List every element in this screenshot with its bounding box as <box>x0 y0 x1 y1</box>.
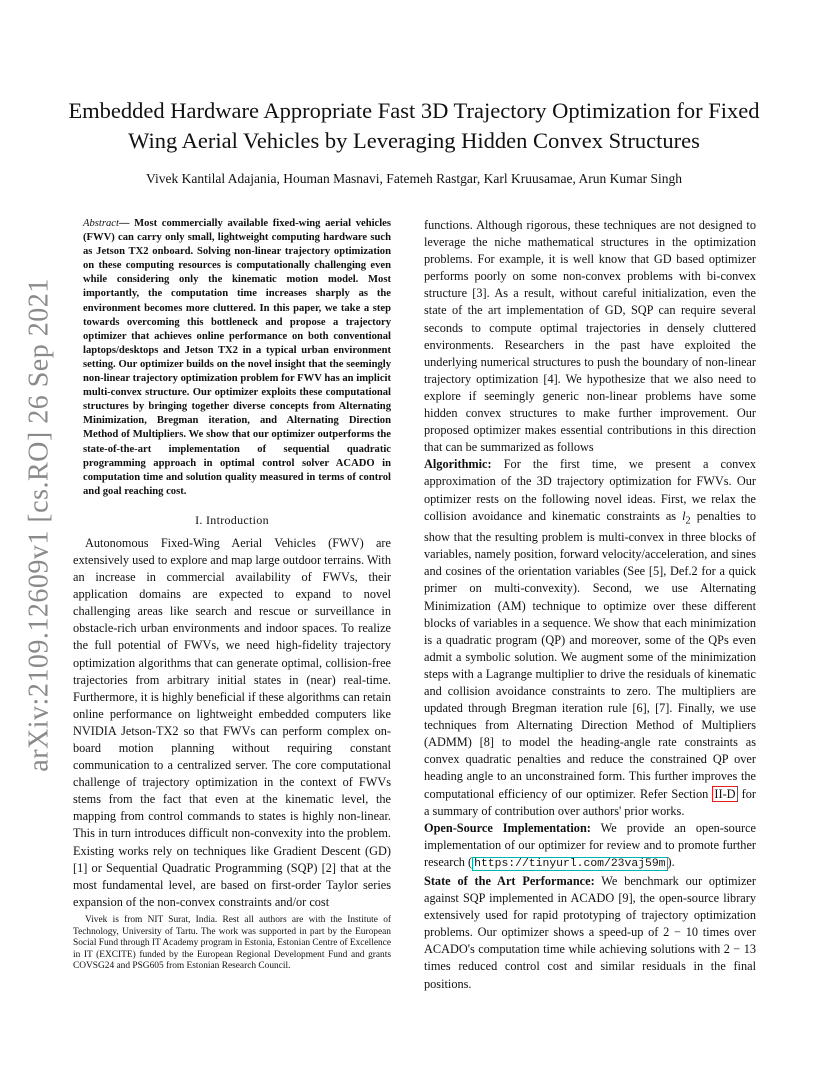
section-reference-link[interactable]: II-D <box>714 786 736 801</box>
contribution-performance <box>424 873 756 993</box>
algorithmic-run-in-heading: Algorithmic: <box>424 457 492 472</box>
introduction-paragraph: Autonomous Fixed-Wing Aerial Vehicles (FWV) are extensively used to explore and map large outdoor terrains. With an increase in commercial availability of FWVs, their application domains are expected to expand to novel challenging areas like search and rescue or surveillance in obstacle-rich urban environments and indoor spaces. To realize the full potential of FWVs, we need high-fidelity trajectory optimization algorithms that can generate optimal, collision-free trajectories from arbitrary initial states in (near) real-time. Furthermore, it is highly beneficial if these algorithms can retain online performance on lightweight embedded computers like NVIDIA Jetson-TX2 so that FWVs can perform complex on-board motion planning without requiring constant communication to a centralized server. The core computational challenge of trajectory optimization in the context of FWVs stems from the fact that even at the kinematic level, the mapping from control commands to states is highly non-linear. This in turn introduces difficult non-convexity into the problem. Existing works rely on techniques like Gradient Descent (GD) [1] or Sequential Quadratic Programming (SQP) [2] that at the most fundamental level, are based on first-order Taylor series expansion of the non-convex constraints and/or cost <box>73 535 392 909</box>
intro-continuation-paragraph: functions. Although rigorous, these techniques are not designed to leverage the niche mathematical structures in the optimization problems. For example, it is well know that GD based optimizer performs poorly on some non-convex problems with bi-convex structure [3]. As a result, without careful initialization, even the state of the art implementation of GD, SQP can require several seconds to compute optimal trajectories in densely cluttered environments. Researchers in the past have exploited the underlying numerical structures to push the boundary of non-linear trajectory optimization [4]. We hypothesize that we also need to explore if seemingly generic non-linear problems have some hidden convex structures to make further improvement. Our proposed optimizer makes essential contributions in this direction that can be summarized as follows <box>424 218 756 455</box>
performance-run-in-heading: State of the Art Performance: <box>424 874 595 889</box>
abstract-label: Abstract <box>83 218 119 229</box>
section-heading-introduction: I. Introduction <box>195 512 269 527</box>
contribution-open-source <box>424 820 756 873</box>
open-source-text: We provide an open-source implementation of our optimizer for review and to promote further research ( <box>424 820 756 869</box>
performance-text: We benchmark our optimizer against SQP implemented in ACADO [9], the open-source library extensively used for rapid prototyping of trajectory optimization problems. Our optimizer shows a speed-up of 2 − 10 times over ACADO's computation time while achieving solutions with 2 − 13 times reduced control cost and similar residuals in the final positions. <box>424 874 756 991</box>
left-column <box>73 217 391 911</box>
author-affiliation-footnote: Vivek is from NIT Surat, India. Rest all authors are with the Institute of Technology, University of Tartu. The work was supported in part by the European Social Fund through IT Academy program in Estonia, Estonian Centre of Excellence in IT (EXCITE) funded by the European Regional Development Fund and grants COVSG24 and PSG605 from Estonian Research Council. <box>73 915 391 972</box>
repository-url-link[interactable]: https://tinyurl.com/23vaj59m <box>474 857 666 870</box>
paper-title: Embedded Hardware Appropriate Fast 3D Trajectory Optimization for Fixed Wing Aerial Vehicles by Leveraging Hidden Convex Structures <box>68 98 760 153</box>
l2-subscript: 2 <box>685 515 691 527</box>
algorithmic-text-a: For the first time, we present a convex approximation of the 3D trajectory optimization for FWVs. Our optimizer rests on the following novel ideas. First, we relax the collision avoidance and kinematic constraints as <box>424 457 756 523</box>
arxiv-identifier-stamp <box>20 278 60 772</box>
algorithmic-text-c: for a summary of contribution over authors' prior works. <box>424 786 756 818</box>
author-list: Vivek Kantilal Adajania, Houman Masnavi, Fatemeh Rastgar, Karl Kruusamae, Arun Kumar Singh <box>146 171 682 186</box>
abstract-text: — Most commercially available fixed-wing aerial vehicles (FWV) can carry only small, lightweight computing hardware such as Jetson TX2 onboard. Solving non-linear trajectory optimization on these computing resources is computationally challenging even while considering only the kinematic motion model. Most importantly, the computation time increases sharply as the environment becomes more cluttered. In this paper, we take a step towards overcoming this bottleneck and propose a trajectory optimizer that achieves online performance on both conventional laptops/desktops and Jetson TX2 in a typical urban environment setting. Our optimizer builds on the novel insight that the seemingly non-linear trajectory optimization problem for FWV has an implicit multi-convex structure. Our optimizer exploits these computational structures by bringing together diverse concepts from Alternating Minimization, Bregman iteration, and Alternating Direction Method of Multipliers. We show that our optimizer outperforms the state-of-the-art implementation of sequential quadratic programming approach in optimal control solver ACADO in computation time and solution quality measured in terms of control and goal reaching cost. <box>83 218 391 497</box>
arxiv-identifier-text: arXiv:2109.12609v1 [cs.RO] 26 Sep 2021 <box>24 278 55 772</box>
algorithmic-text-b: penalties to show that the resulting problem is multi-convex in three blocks of variables, namely position, forward velocity/acceleration, and sines and cosines of the orientation variables (See [5], Def.2 for a quick primer on multi-convexity). Second, we use Alternating Minimization (AM) technique to optimize over these different blocks of variables in a sequence. We show that each minimization is a quadratic program (QP) and moreover, some of the QPs even admit a symbolic solution. We augment some of the minimization steps with a Lagrange multiplier to drive the residuals of kinematic and collision avoidance constraints to zero. The multipliers are updated through Bregman iteration rule [6], [7]. Finally, we use techniques from Alternating Direction Method of Multipliers (ADMM) [8] to model the heading-angle rate constraints as convex quadratic penalties and reduce the constrained QP over heading angle to an unconstrained form. This further improves the computational efficiency of our optimizer. Refer Section <box>424 508 756 801</box>
open-source-run-in-heading: Open-Source Implementation: <box>424 820 591 835</box>
open-source-text-end: ). <box>667 854 675 869</box>
right-column <box>424 217 756 993</box>
abstract <box>73 217 391 499</box>
l2-symbol: l <box>682 508 686 523</box>
contribution-algorithmic <box>424 456 756 819</box>
